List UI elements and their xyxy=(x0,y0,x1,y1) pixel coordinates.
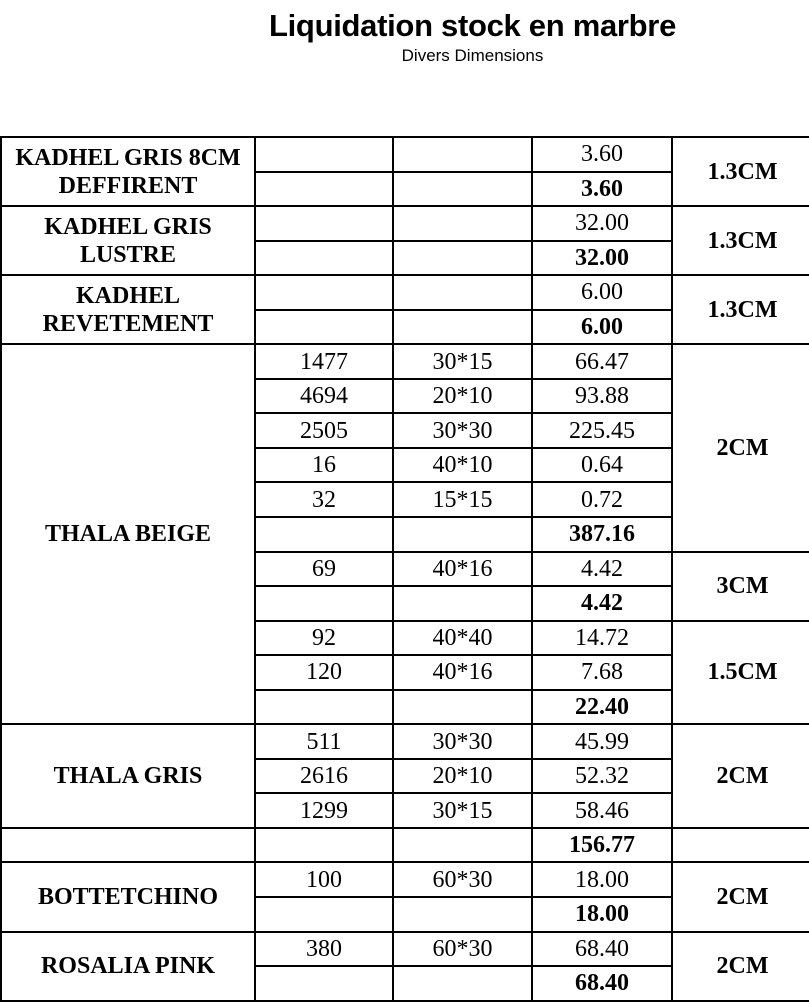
dimension-cell: 40*40 xyxy=(393,621,532,656)
value-cell: 45.99 xyxy=(532,724,672,759)
quantity-cell xyxy=(255,690,393,725)
product-name: THALA GRIS xyxy=(1,724,255,828)
quantity-cell: 1477 xyxy=(255,344,393,379)
quantity-cell: 120 xyxy=(255,655,393,690)
thickness-cell: 1.3CM xyxy=(672,206,809,275)
dimension-cell: 40*16 xyxy=(393,552,532,587)
value-cell: 32.00 xyxy=(532,206,672,241)
dimension-cell xyxy=(393,517,532,552)
empty-thickness-cell xyxy=(672,828,809,863)
dimension-cell xyxy=(393,690,532,725)
subtotal-cell: 156.77 xyxy=(532,828,672,863)
table-row xyxy=(1,206,809,241)
dimension-cell: 15*15 xyxy=(393,482,532,517)
dimension-cell xyxy=(393,586,532,621)
dimension-cell xyxy=(393,275,532,310)
product-name xyxy=(1,275,255,344)
quantity-cell xyxy=(255,966,393,1001)
subtotal-cell: 3.60 xyxy=(532,172,672,207)
dimension-cell xyxy=(393,828,532,863)
value-cell: 68.40 xyxy=(532,932,672,967)
dimension-cell: 30*30 xyxy=(393,413,532,448)
thickness-cell: 2CM xyxy=(672,862,809,931)
dimension-cell: 30*15 xyxy=(393,344,532,379)
quantity-cell xyxy=(255,137,393,172)
quantity-cell: 380 xyxy=(255,932,393,967)
quantity-cell: 69 xyxy=(255,552,393,587)
value-cell: 66.47 xyxy=(532,344,672,379)
quantity-cell: 16 xyxy=(255,448,393,483)
value-cell: 14.72 xyxy=(532,621,672,656)
quantity-cell: 511 xyxy=(255,724,393,759)
thickness-cell: 2CM xyxy=(672,344,809,551)
dimension-cell xyxy=(393,206,532,241)
dimension-cell: 40*16 xyxy=(393,655,532,690)
subtotal-cell: 18.00 xyxy=(532,897,672,932)
dimension-cell: 60*30 xyxy=(393,862,532,897)
stock-table xyxy=(0,136,809,1002)
thickness-cell: 3CM xyxy=(672,552,809,621)
subtotal-cell: 22.40 xyxy=(532,690,672,725)
table-row xyxy=(1,344,809,379)
dimension-cell: 40*10 xyxy=(393,448,532,483)
value-cell: 4.42 xyxy=(532,552,672,587)
value-cell: 225.45 xyxy=(532,413,672,448)
dimension-cell: 20*10 xyxy=(393,379,532,414)
dimension-cell: 30*30 xyxy=(393,724,532,759)
value-cell: 93.88 xyxy=(532,379,672,414)
dimension-cell xyxy=(393,241,532,276)
quantity-cell: 100 xyxy=(255,862,393,897)
thickness-cell: 2CM xyxy=(672,724,809,828)
thickness-cell: 1.5CM xyxy=(672,621,809,725)
product-name: ROSALIA PINK xyxy=(1,932,255,1001)
quantity-cell xyxy=(255,172,393,207)
quantity-cell xyxy=(255,241,393,276)
product-name-line: REVETEMENT xyxy=(42,310,214,337)
quantity-cell xyxy=(255,897,393,932)
table-row xyxy=(1,862,809,897)
product-name: BOTTETCHINO xyxy=(1,862,255,931)
table-row xyxy=(1,724,809,759)
quantity-cell: 92 xyxy=(255,621,393,656)
value-cell: 6.00 xyxy=(532,275,672,310)
value-cell: 58.46 xyxy=(532,793,672,828)
subtotal-cell: 387.16 xyxy=(532,517,672,552)
dimension-cell xyxy=(393,310,532,345)
quantity-cell: 2505 xyxy=(255,413,393,448)
subtotal-cell: 4.42 xyxy=(532,586,672,621)
quantity-cell: 4694 xyxy=(255,379,393,414)
page-subtitle: Divers Dimensions xyxy=(401,46,544,65)
dimension-cell xyxy=(393,966,532,1001)
product-name-line: DEFFIRENT xyxy=(58,172,198,199)
product-name-line: KADHEL xyxy=(75,282,180,309)
value-cell: 0.72 xyxy=(532,482,672,517)
table-row xyxy=(1,828,809,863)
quantity-cell xyxy=(255,517,393,552)
value-cell: 7.68 xyxy=(532,655,672,690)
product-name-line: KADHEL GRIS 8CM xyxy=(15,144,241,171)
dimension-cell xyxy=(393,897,532,932)
quantity-cell: 32 xyxy=(255,482,393,517)
product-name-line: KADHEL GRIS xyxy=(44,213,212,240)
table-row xyxy=(1,275,809,310)
product-name: THALA BEIGE xyxy=(1,344,255,724)
value-cell: 18.00 xyxy=(532,862,672,897)
product-name xyxy=(1,206,255,275)
quantity-cell: 2616 xyxy=(255,759,393,794)
empty-product-cell xyxy=(1,828,255,863)
thickness-cell: 2CM xyxy=(672,932,809,1001)
table-row xyxy=(1,932,809,967)
subtotal-cell: 6.00 xyxy=(532,310,672,345)
table-row xyxy=(1,137,809,172)
value-cell: 3.60 xyxy=(532,137,672,172)
dimension-cell: 30*15 xyxy=(393,793,532,828)
quantity-cell xyxy=(255,310,393,345)
quantity-cell: 1299 xyxy=(255,793,393,828)
subtotal-cell: 32.00 xyxy=(532,241,672,276)
dimension-cell xyxy=(393,172,532,207)
value-cell: 0.64 xyxy=(532,448,672,483)
subtotal-cell: 68.40 xyxy=(532,966,672,1001)
product-name xyxy=(1,137,255,206)
product-name-line: LUSTRE xyxy=(79,241,177,268)
quantity-cell xyxy=(255,206,393,241)
quantity-cell xyxy=(255,275,393,310)
value-cell: 52.32 xyxy=(532,759,672,794)
dimension-cell: 60*30 xyxy=(393,932,532,967)
dimension-cell: 20*10 xyxy=(393,759,532,794)
dimension-cell xyxy=(393,137,532,172)
quantity-cell xyxy=(255,586,393,621)
thickness-cell: 1.3CM xyxy=(672,137,809,206)
quantity-cell xyxy=(255,828,393,863)
thickness-cell: 1.3CM xyxy=(672,275,809,344)
page-title: Liquidation stock en marbre xyxy=(268,8,677,43)
